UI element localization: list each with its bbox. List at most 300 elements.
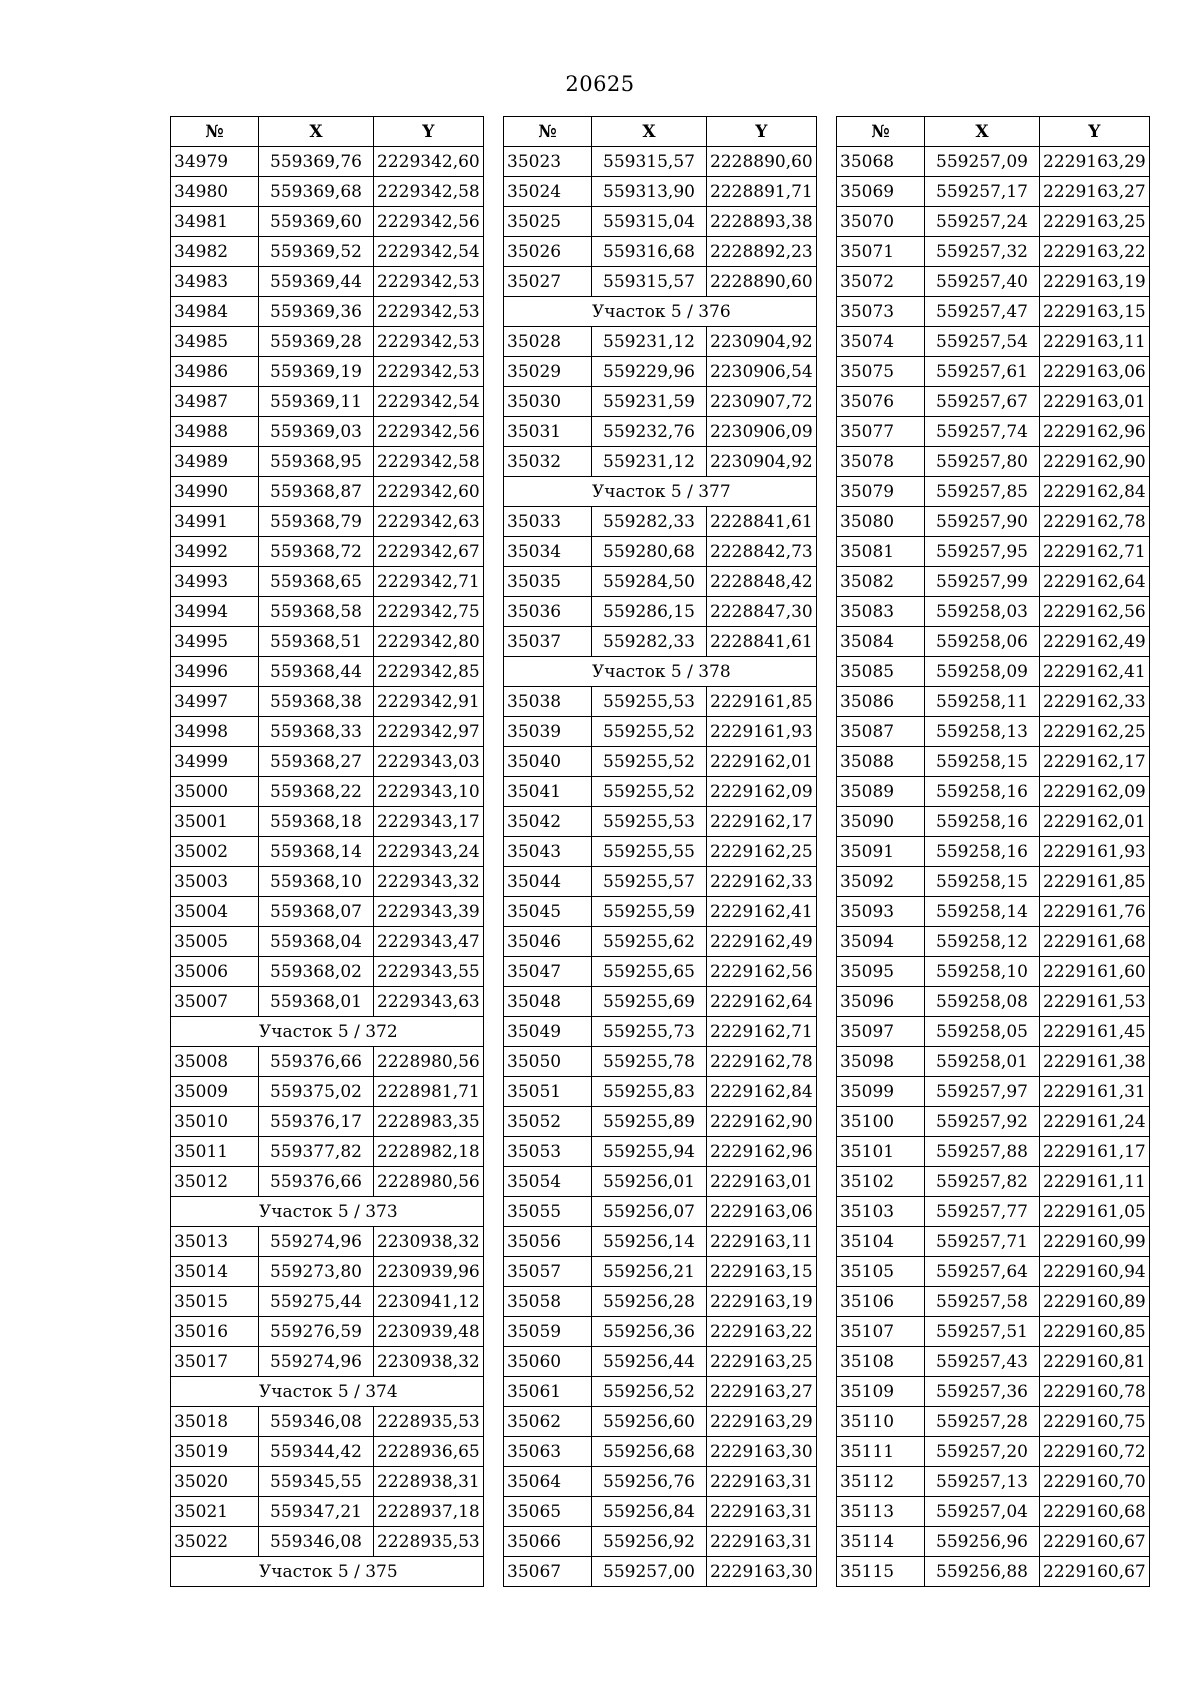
point-number: 35078 bbox=[837, 447, 925, 477]
y-coordinate: 2229160,67 bbox=[1040, 1527, 1150, 1557]
table-row bbox=[504, 687, 817, 717]
x-coordinate: 559258,16 bbox=[925, 807, 1040, 837]
point-number: 35054 bbox=[504, 1167, 592, 1197]
table-row bbox=[837, 1047, 1150, 1077]
x-coordinate: 559282,33 bbox=[592, 507, 707, 537]
y-coordinate: 2228890,60 bbox=[707, 267, 817, 297]
x-coordinate: 559258,10 bbox=[925, 957, 1040, 987]
table-row bbox=[171, 1137, 484, 1167]
table-row bbox=[504, 1107, 817, 1137]
y-coordinate: 2228890,60 bbox=[707, 147, 817, 177]
x-coordinate: 559256,36 bbox=[592, 1317, 707, 1347]
x-coordinate: 559369,68 bbox=[259, 177, 374, 207]
section-label: Участок 5 / 377 bbox=[504, 477, 817, 507]
point-number: 35086 bbox=[837, 687, 925, 717]
x-coordinate: 559255,78 bbox=[592, 1047, 707, 1077]
header-x: X bbox=[925, 117, 1040, 147]
point-number: 35029 bbox=[504, 357, 592, 387]
x-coordinate: 559257,51 bbox=[925, 1317, 1040, 1347]
point-number: 35111 bbox=[837, 1437, 925, 1467]
point-number: 35073 bbox=[837, 297, 925, 327]
point-number: 34990 bbox=[171, 477, 259, 507]
point-number: 35034 bbox=[504, 537, 592, 567]
y-coordinate: 2229163,29 bbox=[707, 1407, 817, 1437]
table-row bbox=[171, 1257, 484, 1287]
x-coordinate: 559258,15 bbox=[925, 747, 1040, 777]
x-coordinate: 559257,47 bbox=[925, 297, 1040, 327]
x-coordinate: 559255,89 bbox=[592, 1107, 707, 1137]
table-row bbox=[837, 297, 1150, 327]
table-row bbox=[171, 657, 484, 687]
table-row bbox=[504, 507, 817, 537]
x-coordinate: 559284,50 bbox=[592, 567, 707, 597]
point-number: 35043 bbox=[504, 837, 592, 867]
x-coordinate: 559315,04 bbox=[592, 207, 707, 237]
point-number: 35058 bbox=[504, 1287, 592, 1317]
point-number: 34986 bbox=[171, 357, 259, 387]
y-coordinate: 2229343,32 bbox=[374, 867, 484, 897]
y-coordinate: 2229160,70 bbox=[1040, 1467, 1150, 1497]
x-coordinate: 559369,44 bbox=[259, 267, 374, 297]
point-number: 35032 bbox=[504, 447, 592, 477]
table-row bbox=[837, 1287, 1150, 1317]
point-number: 35075 bbox=[837, 357, 925, 387]
point-number: 35074 bbox=[837, 327, 925, 357]
point-number: 35096 bbox=[837, 987, 925, 1017]
y-coordinate: 2229162,33 bbox=[1040, 687, 1150, 717]
x-coordinate: 559257,97 bbox=[925, 1077, 1040, 1107]
section-label: Участок 5 / 374 bbox=[171, 1377, 484, 1407]
table-row bbox=[504, 237, 817, 267]
point-number: 35056 bbox=[504, 1227, 592, 1257]
point-number: 35041 bbox=[504, 777, 592, 807]
table-row bbox=[837, 1257, 1150, 1287]
x-coordinate: 559368,33 bbox=[259, 717, 374, 747]
table-row bbox=[171, 777, 484, 807]
x-coordinate: 559273,80 bbox=[259, 1257, 374, 1287]
y-coordinate: 2229162,33 bbox=[707, 867, 817, 897]
x-coordinate: 559282,33 bbox=[592, 627, 707, 657]
table-row bbox=[171, 207, 484, 237]
table-row bbox=[837, 567, 1150, 597]
table-row bbox=[504, 1227, 817, 1257]
table-row bbox=[171, 357, 484, 387]
coordinates-table-2 bbox=[503, 116, 817, 1587]
table-row bbox=[171, 1227, 484, 1257]
x-coordinate: 559257,71 bbox=[925, 1227, 1040, 1257]
y-coordinate: 2229162,64 bbox=[707, 987, 817, 1017]
x-coordinate: 559256,21 bbox=[592, 1257, 707, 1287]
y-coordinate: 2229161,60 bbox=[1040, 957, 1150, 987]
x-coordinate: 559344,42 bbox=[259, 1437, 374, 1467]
x-coordinate: 559315,57 bbox=[592, 267, 707, 297]
point-number: 35069 bbox=[837, 177, 925, 207]
y-coordinate: 2230906,54 bbox=[707, 357, 817, 387]
table-row bbox=[837, 1347, 1150, 1377]
y-coordinate: 2229342,71 bbox=[374, 567, 484, 597]
table-row bbox=[837, 387, 1150, 417]
y-coordinate: 2229160,94 bbox=[1040, 1257, 1150, 1287]
point-number: 35079 bbox=[837, 477, 925, 507]
point-number: 35068 bbox=[837, 147, 925, 177]
x-coordinate: 559257,36 bbox=[925, 1377, 1040, 1407]
y-coordinate: 2229342,85 bbox=[374, 657, 484, 687]
table-row bbox=[837, 717, 1150, 747]
x-coordinate: 559231,12 bbox=[592, 447, 707, 477]
y-coordinate: 2228980,56 bbox=[374, 1167, 484, 1197]
x-coordinate: 559257,99 bbox=[925, 567, 1040, 597]
point-number: 35085 bbox=[837, 657, 925, 687]
table-row bbox=[504, 1047, 817, 1077]
point-number: 34988 bbox=[171, 417, 259, 447]
y-coordinate: 2230904,92 bbox=[707, 447, 817, 477]
point-number: 35064 bbox=[504, 1467, 592, 1497]
point-number: 35071 bbox=[837, 237, 925, 267]
y-coordinate: 2229343,10 bbox=[374, 777, 484, 807]
table-row bbox=[171, 927, 484, 957]
point-number: 35063 bbox=[504, 1437, 592, 1467]
point-number: 35051 bbox=[504, 1077, 592, 1107]
x-coordinate: 559258,13 bbox=[925, 717, 1040, 747]
y-coordinate: 2230907,72 bbox=[707, 387, 817, 417]
table-row bbox=[504, 717, 817, 747]
table-row bbox=[171, 447, 484, 477]
point-number: 34982 bbox=[171, 237, 259, 267]
point-number: 35112 bbox=[837, 1467, 925, 1497]
table-row bbox=[504, 1257, 817, 1287]
point-number: 35115 bbox=[837, 1557, 925, 1587]
table-row bbox=[837, 1167, 1150, 1197]
y-coordinate: 2229342,53 bbox=[374, 327, 484, 357]
y-coordinate: 2229163,30 bbox=[707, 1437, 817, 1467]
y-coordinate: 2229163,19 bbox=[707, 1287, 817, 1317]
table-row bbox=[504, 1137, 817, 1167]
table-row bbox=[837, 987, 1150, 1017]
y-coordinate: 2228841,61 bbox=[707, 507, 817, 537]
table-row bbox=[504, 267, 817, 297]
y-coordinate: 2229163,11 bbox=[707, 1227, 817, 1257]
table-row bbox=[837, 267, 1150, 297]
table-row bbox=[504, 537, 817, 567]
point-number: 35018 bbox=[171, 1407, 259, 1437]
y-coordinate: 2229163,06 bbox=[1040, 357, 1150, 387]
y-coordinate: 2229163,27 bbox=[707, 1377, 817, 1407]
point-number: 35021 bbox=[171, 1497, 259, 1527]
table-row bbox=[504, 147, 817, 177]
x-coordinate: 559257,67 bbox=[925, 387, 1040, 417]
y-coordinate: 2228847,30 bbox=[707, 597, 817, 627]
table-row bbox=[171, 1167, 484, 1197]
y-coordinate: 2228848,42 bbox=[707, 567, 817, 597]
section-row bbox=[171, 1197, 484, 1227]
table-row bbox=[171, 1107, 484, 1137]
point-number: 34980 bbox=[171, 177, 259, 207]
point-number: 35114 bbox=[837, 1527, 925, 1557]
point-number: 35042 bbox=[504, 807, 592, 837]
x-coordinate: 559346,08 bbox=[259, 1407, 374, 1437]
table-row bbox=[504, 927, 817, 957]
point-number: 35061 bbox=[504, 1377, 592, 1407]
point-number: 34989 bbox=[171, 447, 259, 477]
point-number: 35107 bbox=[837, 1317, 925, 1347]
x-coordinate: 559255,94 bbox=[592, 1137, 707, 1167]
y-coordinate: 2229160,78 bbox=[1040, 1377, 1150, 1407]
table-row bbox=[171, 867, 484, 897]
y-coordinate: 2229343,24 bbox=[374, 837, 484, 867]
table-row bbox=[171, 957, 484, 987]
x-coordinate: 559257,00 bbox=[592, 1557, 707, 1587]
table-row bbox=[171, 597, 484, 627]
table-row bbox=[171, 1407, 484, 1437]
y-coordinate: 2229161,05 bbox=[1040, 1197, 1150, 1227]
x-coordinate: 559257,54 bbox=[925, 327, 1040, 357]
x-coordinate: 559315,57 bbox=[592, 147, 707, 177]
table-row bbox=[171, 147, 484, 177]
point-number: 35104 bbox=[837, 1227, 925, 1257]
x-coordinate: 559257,24 bbox=[925, 207, 1040, 237]
x-coordinate: 559286,15 bbox=[592, 597, 707, 627]
table-row bbox=[171, 327, 484, 357]
section-row bbox=[504, 297, 817, 327]
point-number: 35011 bbox=[171, 1137, 259, 1167]
point-number: 35002 bbox=[171, 837, 259, 867]
x-coordinate: 559255,52 bbox=[592, 747, 707, 777]
y-coordinate: 2229163,22 bbox=[707, 1317, 817, 1347]
point-number: 34979 bbox=[171, 147, 259, 177]
y-coordinate: 2229163,29 bbox=[1040, 147, 1150, 177]
y-coordinate: 2229160,89 bbox=[1040, 1287, 1150, 1317]
table-row bbox=[504, 1407, 817, 1437]
x-coordinate: 559257,04 bbox=[925, 1497, 1040, 1527]
table-row bbox=[837, 897, 1150, 927]
table-row bbox=[837, 657, 1150, 687]
point-number: 35030 bbox=[504, 387, 592, 417]
y-coordinate: 2228841,61 bbox=[707, 627, 817, 657]
x-coordinate: 559368,02 bbox=[259, 957, 374, 987]
y-coordinate: 2229160,67 bbox=[1040, 1557, 1150, 1587]
y-coordinate: 2228938,31 bbox=[374, 1467, 484, 1497]
x-coordinate: 559275,44 bbox=[259, 1287, 374, 1317]
x-coordinate: 559345,55 bbox=[259, 1467, 374, 1497]
table-row bbox=[171, 1437, 484, 1467]
x-coordinate: 559376,66 bbox=[259, 1047, 374, 1077]
header-number: № bbox=[504, 117, 592, 147]
x-coordinate: 559369,76 bbox=[259, 147, 374, 177]
table-row bbox=[504, 807, 817, 837]
table-row bbox=[837, 927, 1150, 957]
section-row bbox=[171, 1377, 484, 1407]
y-coordinate: 2229342,63 bbox=[374, 507, 484, 537]
x-coordinate: 559257,28 bbox=[925, 1407, 1040, 1437]
header-y: Y bbox=[1040, 117, 1150, 147]
point-number: 34998 bbox=[171, 717, 259, 747]
section-row bbox=[504, 477, 817, 507]
header-number: № bbox=[837, 117, 925, 147]
table-row bbox=[171, 987, 484, 1017]
table-row bbox=[504, 987, 817, 1017]
y-coordinate: 2229343,03 bbox=[374, 747, 484, 777]
y-coordinate: 2229342,53 bbox=[374, 267, 484, 297]
coordinates-table-1 bbox=[170, 116, 484, 1587]
x-coordinate: 559368,22 bbox=[259, 777, 374, 807]
y-coordinate: 2229163,25 bbox=[707, 1347, 817, 1377]
x-coordinate: 559258,14 bbox=[925, 897, 1040, 927]
y-coordinate: 2229162,49 bbox=[707, 927, 817, 957]
table-row bbox=[171, 627, 484, 657]
point-number: 35091 bbox=[837, 837, 925, 867]
y-coordinate: 2229342,75 bbox=[374, 597, 484, 627]
table-row bbox=[837, 477, 1150, 507]
y-coordinate: 2229342,54 bbox=[374, 387, 484, 417]
point-number: 35070 bbox=[837, 207, 925, 237]
x-coordinate: 559258,11 bbox=[925, 687, 1040, 717]
point-number: 35106 bbox=[837, 1287, 925, 1317]
x-coordinate: 559255,53 bbox=[592, 687, 707, 717]
y-coordinate: 2229161,45 bbox=[1040, 1017, 1150, 1047]
point-number: 35088 bbox=[837, 747, 925, 777]
y-coordinate: 2230904,92 bbox=[707, 327, 817, 357]
x-coordinate: 559316,68 bbox=[592, 237, 707, 267]
y-coordinate: 2229163,31 bbox=[707, 1527, 817, 1557]
point-number: 35040 bbox=[504, 747, 592, 777]
y-coordinate: 2228891,71 bbox=[707, 177, 817, 207]
point-number: 35012 bbox=[171, 1167, 259, 1197]
x-coordinate: 559376,17 bbox=[259, 1107, 374, 1137]
x-coordinate: 559257,40 bbox=[925, 267, 1040, 297]
table-row bbox=[504, 867, 817, 897]
x-coordinate: 559231,12 bbox=[592, 327, 707, 357]
y-coordinate: 2229163,06 bbox=[707, 1197, 817, 1227]
point-number: 35035 bbox=[504, 567, 592, 597]
table-row bbox=[837, 1317, 1150, 1347]
y-coordinate: 2229161,17 bbox=[1040, 1137, 1150, 1167]
point-number: 34983 bbox=[171, 267, 259, 297]
x-coordinate: 559231,59 bbox=[592, 387, 707, 417]
y-coordinate: 2229162,64 bbox=[1040, 567, 1150, 597]
x-coordinate: 559347,21 bbox=[259, 1497, 374, 1527]
table-row bbox=[504, 357, 817, 387]
table-row bbox=[837, 837, 1150, 867]
y-coordinate: 2229162,56 bbox=[707, 957, 817, 987]
table-row bbox=[837, 1557, 1150, 1587]
x-coordinate: 559257,74 bbox=[925, 417, 1040, 447]
y-coordinate: 2228935,53 bbox=[374, 1527, 484, 1557]
x-coordinate: 559274,96 bbox=[259, 1227, 374, 1257]
y-coordinate: 2229162,78 bbox=[1040, 507, 1150, 537]
point-number: 35037 bbox=[504, 627, 592, 657]
x-coordinate: 559258,03 bbox=[925, 597, 1040, 627]
table-row bbox=[837, 147, 1150, 177]
y-coordinate: 2229163,11 bbox=[1040, 327, 1150, 357]
y-coordinate: 2229163,25 bbox=[1040, 207, 1150, 237]
table-row bbox=[837, 807, 1150, 837]
y-coordinate: 2229342,60 bbox=[374, 477, 484, 507]
table-row bbox=[504, 1527, 817, 1557]
point-number: 35046 bbox=[504, 927, 592, 957]
x-coordinate: 559255,62 bbox=[592, 927, 707, 957]
y-coordinate: 2229342,60 bbox=[374, 147, 484, 177]
table-header-row bbox=[837, 117, 1150, 147]
point-number: 35019 bbox=[171, 1437, 259, 1467]
y-coordinate: 2229343,47 bbox=[374, 927, 484, 957]
table-row bbox=[171, 417, 484, 447]
table-row bbox=[504, 327, 817, 357]
y-coordinate: 2229160,85 bbox=[1040, 1317, 1150, 1347]
point-number: 35015 bbox=[171, 1287, 259, 1317]
table-row bbox=[837, 1527, 1150, 1557]
y-coordinate: 2229342,53 bbox=[374, 357, 484, 387]
y-coordinate: 2228980,56 bbox=[374, 1047, 484, 1077]
x-coordinate: 559256,14 bbox=[592, 1227, 707, 1257]
table-row bbox=[504, 897, 817, 927]
y-coordinate: 2229162,90 bbox=[1040, 447, 1150, 477]
point-number: 35033 bbox=[504, 507, 592, 537]
y-coordinate: 2229162,09 bbox=[707, 777, 817, 807]
y-coordinate: 2229161,85 bbox=[1040, 867, 1150, 897]
x-coordinate: 559368,65 bbox=[259, 567, 374, 597]
table-row bbox=[837, 1497, 1150, 1527]
y-coordinate: 2229162,49 bbox=[1040, 627, 1150, 657]
table-row bbox=[171, 1527, 484, 1557]
x-coordinate: 559255,52 bbox=[592, 717, 707, 747]
x-coordinate: 559368,38 bbox=[259, 687, 374, 717]
y-coordinate: 2228842,73 bbox=[707, 537, 817, 567]
point-number: 35053 bbox=[504, 1137, 592, 1167]
y-coordinate: 2230941,12 bbox=[374, 1287, 484, 1317]
x-coordinate: 559346,08 bbox=[259, 1527, 374, 1557]
x-coordinate: 559368,04 bbox=[259, 927, 374, 957]
point-number: 35059 bbox=[504, 1317, 592, 1347]
x-coordinate: 559256,28 bbox=[592, 1287, 707, 1317]
x-coordinate: 559368,87 bbox=[259, 477, 374, 507]
point-number: 35072 bbox=[837, 267, 925, 297]
y-coordinate: 2229162,25 bbox=[707, 837, 817, 867]
y-coordinate: 2229162,01 bbox=[707, 747, 817, 777]
table-row bbox=[504, 1317, 817, 1347]
table-row bbox=[171, 267, 484, 297]
table-row bbox=[171, 1467, 484, 1497]
x-coordinate: 559257,80 bbox=[925, 447, 1040, 477]
table-row bbox=[504, 1077, 817, 1107]
y-coordinate: 2230938,32 bbox=[374, 1227, 484, 1257]
y-coordinate: 2229161,31 bbox=[1040, 1077, 1150, 1107]
table-row bbox=[171, 507, 484, 537]
header-number: № bbox=[171, 117, 259, 147]
x-coordinate: 559257,43 bbox=[925, 1347, 1040, 1377]
point-number: 35067 bbox=[504, 1557, 592, 1587]
table-row bbox=[837, 1077, 1150, 1107]
table-row bbox=[504, 1437, 817, 1467]
point-number: 35047 bbox=[504, 957, 592, 987]
point-number: 35065 bbox=[504, 1497, 592, 1527]
point-number: 35094 bbox=[837, 927, 925, 957]
x-coordinate: 559255,53 bbox=[592, 807, 707, 837]
x-coordinate: 559256,07 bbox=[592, 1197, 707, 1227]
x-coordinate: 559257,92 bbox=[925, 1107, 1040, 1137]
y-coordinate: 2229162,84 bbox=[1040, 477, 1150, 507]
y-coordinate: 2229163,01 bbox=[707, 1167, 817, 1197]
y-coordinate: 2229342,58 bbox=[374, 177, 484, 207]
point-number: 35006 bbox=[171, 957, 259, 987]
point-number: 35103 bbox=[837, 1197, 925, 1227]
y-coordinate: 2228981,71 bbox=[374, 1077, 484, 1107]
x-coordinate: 559257,09 bbox=[925, 147, 1040, 177]
section-label: Участок 5 / 376 bbox=[504, 297, 817, 327]
section-row bbox=[171, 1557, 484, 1587]
point-number: 35020 bbox=[171, 1467, 259, 1497]
table-row bbox=[171, 1497, 484, 1527]
y-coordinate: 2228893,38 bbox=[707, 207, 817, 237]
